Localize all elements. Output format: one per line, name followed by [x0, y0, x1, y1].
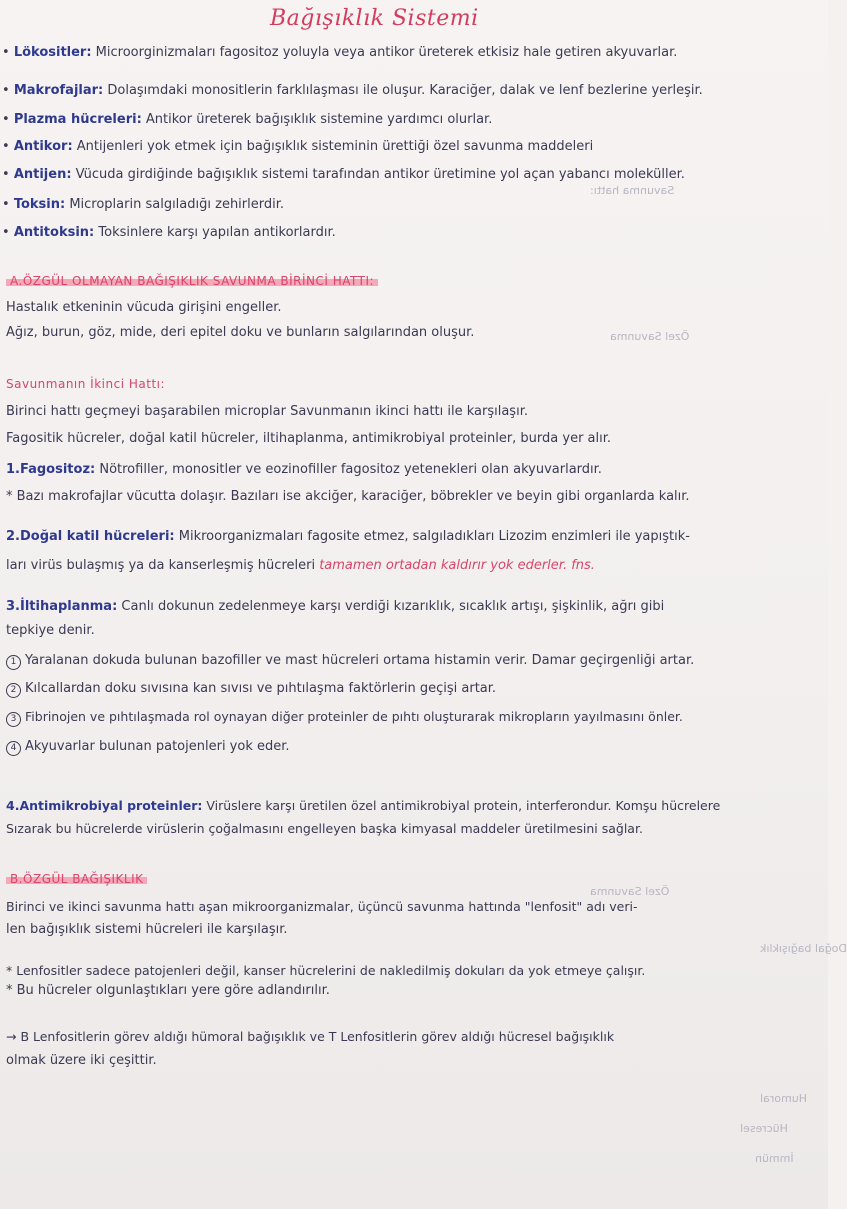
- definition-makrofajlar: [2, 82, 703, 100]
- section-b-line: Birinci ve ikinci savunma hattı aşan mikroorganizmalar, üçüncü savunma hattında "lenfosit" adı veri-: [6, 899, 638, 914]
- item-dogal-katil: [6, 528, 690, 546]
- step-number-icon: 3: [6, 712, 21, 727]
- definition-text: Vücuda girdiğinde bağışıklık sistemi tarafından antikor üretimine yol açan yabancı moleküller.: [71, 167, 685, 182]
- definition-lokositler: [2, 44, 677, 62]
- section-b-heading-text: B.ÖZGÜL BAĞIŞIKLIK: [6, 872, 147, 886]
- item-text: Virüslere karşı üretilen özel antimikrobiyal protein, interferondur. Komşu hücrelere: [202, 798, 721, 813]
- step-text: Akyuvarlar bulunan patojenleri yok eder.: [25, 739, 290, 754]
- step-item: [6, 652, 694, 670]
- section-a-heading: [6, 272, 378, 290]
- bleed-through-text: Humoral: [760, 1092, 808, 1105]
- term-label: Toksin:: [13, 197, 66, 212]
- definition-plazma: [2, 111, 492, 129]
- step-text: Fibrinojen ve pıhtılaşmada rol oynayan diğer proteinler de pıhtı oluşturarak mikropların yayılmasını önler.: [25, 709, 683, 724]
- section-second-heading: [6, 375, 165, 393]
- bullet-icon: •: [2, 83, 14, 98]
- section-b-line: * Lenfositler sadece patojenleri değil, kanser hücrelerini de nakledilmiş dokuları da yok etmeye çalışır.: [6, 963, 646, 978]
- section-second-heading-text: Savunmanın İkinci Hattı:: [6, 377, 166, 391]
- step-text: Yaralanan dokuda bulunan bazofiller ve mast hücreleri ortama histamin verir. Damar geçirgenliği artar.: [25, 653, 695, 668]
- item-iltihaplanma: [6, 598, 664, 616]
- item-fagositoz-note: * Bazı makrofajlar vücutta dolaşır. Bazıları ise akciğer, karaciğer, böbrekler ve beyin gibi organlarda kalır.: [6, 489, 690, 504]
- definition-text: Antijenleri yok etmek için bağışıklık sisteminin ürettiği özel savunma maddeleri: [72, 139, 594, 154]
- definition-antitoksin: [2, 224, 336, 242]
- item-text: ları virüs bulaşmış ya da kanserleşmiş hücreleri: [6, 558, 316, 573]
- bullet-icon: •: [2, 112, 14, 127]
- item-antimikrobiyal: [6, 797, 720, 815]
- section-b-line: * Bu hücreler olgunlaştıkları yere göre adlandırılır.: [6, 983, 330, 998]
- item-label: 3.İltihaplanma:: [6, 599, 118, 614]
- term-label: Antitoksin:: [13, 225, 95, 240]
- definition-text: Toksinlere karşı yapılan antikorlardır.: [94, 225, 336, 240]
- section-second-line: Fagositik hücreler, doğal katil hücreler, iltihaplanma, antimikrobiyal proteinler, burda yer alır.: [6, 431, 612, 446]
- item-text: Nötrofiller, monositler ve eozinofiller fagositoz yetenekleri olan akyuvarlardır.: [95, 462, 602, 477]
- bleed-through-text: Hücresel: [740, 1122, 788, 1135]
- section-b-heading: [6, 870, 147, 888]
- item-label: 1.Fagositoz:: [6, 462, 96, 477]
- item-text: Mikroorganizmaları fagosite etmez, salgıladıkları Lizozim enzimleri ile yapıştık-: [174, 529, 690, 544]
- definition-toksin: [2, 196, 284, 214]
- item-dogal-katil-line2: [6, 557, 595, 575]
- bleed-through-text: Doğal bağışıklık: [760, 942, 847, 955]
- section-a-line: Ağız, burun, göz, mide, deri epitel doku ve bunların salgılarından oluşur.: [6, 325, 475, 340]
- bullet-icon: •: [2, 139, 14, 154]
- step-text: Kılcallardan doku sıvısına kan sıvısı ve pıhtılaşma faktörlerin geçişi artar.: [25, 681, 497, 696]
- step-item: [6, 708, 683, 727]
- bleed-through-text: İmmün: [755, 1152, 794, 1165]
- item-text: Canlı dokunun zedelenmeye karşı verdiği kızarıklık, sıcaklık artışı, şişkinlik, ağrı gibi: [117, 599, 665, 614]
- overwritten-note: tamamen ortadan kaldırır yok ederler. fns.: [315, 558, 595, 573]
- term-label: Antijen:: [13, 167, 72, 182]
- bleed-through-text: Özel Savunma: [610, 330, 690, 343]
- bleed-through-text: Savunma hattı:: [590, 184, 675, 197]
- item-fagositoz: [6, 461, 602, 479]
- step-item: [6, 738, 290, 756]
- definition-antikor: [2, 138, 593, 156]
- page-title: Bağışıklık Sistemi: [270, 6, 479, 31]
- term-label: Lökositler:: [13, 45, 92, 60]
- term-label: Plazma hücreleri:: [13, 112, 142, 127]
- definition-text: Microplarin salgıladığı zehirlerdir.: [65, 197, 285, 212]
- bullet-icon: •: [2, 45, 14, 60]
- step-number-icon: 2: [6, 683, 21, 698]
- term-label: Makrofajlar:: [13, 83, 104, 98]
- section-b-line: len bağışıklık sistemi hücreleri ile karşılaşır.: [6, 922, 288, 937]
- definition-text: Dolaşımdaki monositlerin farklılaşması ile oluşur. Karaciğer, dalak ve lenf bezlerine yerleşir.: [103, 83, 703, 98]
- bleed-through-text: Özel Savunma: [590, 885, 670, 898]
- bullet-icon: •: [2, 167, 14, 182]
- term-label: Antikor:: [13, 139, 73, 154]
- section-b-line: → B Lenfositlerin görev aldığı hümoral bağışıklık ve T Lenfositlerin görev aldığı hücresel bağışıklık: [6, 1029, 615, 1044]
- bullet-icon: •: [2, 225, 14, 240]
- section-a-line: Hastalık etkeninin vücuda girişini engeller.: [6, 300, 282, 315]
- item-iltihaplanma-line2: tepkiye denir.: [6, 623, 95, 638]
- step-item: [6, 680, 496, 698]
- section-a-heading-text: A.ÖZGÜL OLMAYAN BAĞIŞIKLIK SAVUNMA BİRİNCİ HATTI:: [6, 274, 378, 288]
- item-label: 2.Doğal katil hücreleri:: [6, 529, 175, 544]
- step-number-icon: 4: [6, 741, 21, 756]
- definition-text: Antikor üreterek bağışıklık sistemine yardımcı olurlar.: [141, 112, 493, 127]
- item-antimikrobiyal-line2: Sızarak bu hücrelerde virüslerin çoğalmasını engelleyen başka kimyasal maddeler üretilmesini sağlar.: [6, 821, 643, 836]
- step-number-icon: 1: [6, 655, 21, 670]
- section-second-line: Birinci hattı geçmeyi başarabilen microplar Savunmanın ikinci hattı ile karşılaşır.: [6, 404, 528, 419]
- section-b-line: olmak üzere iki çeşittir.: [6, 1053, 157, 1068]
- bullet-icon: •: [2, 197, 14, 212]
- definition-antijen: [2, 166, 685, 184]
- item-label: 4.Antimikrobiyal proteinler:: [6, 798, 203, 813]
- definition-text: Microorginizmaları fagositoz yoluyla veya antikor üreterek etkisiz hale getiren akyuvarlar.: [91, 45, 678, 60]
